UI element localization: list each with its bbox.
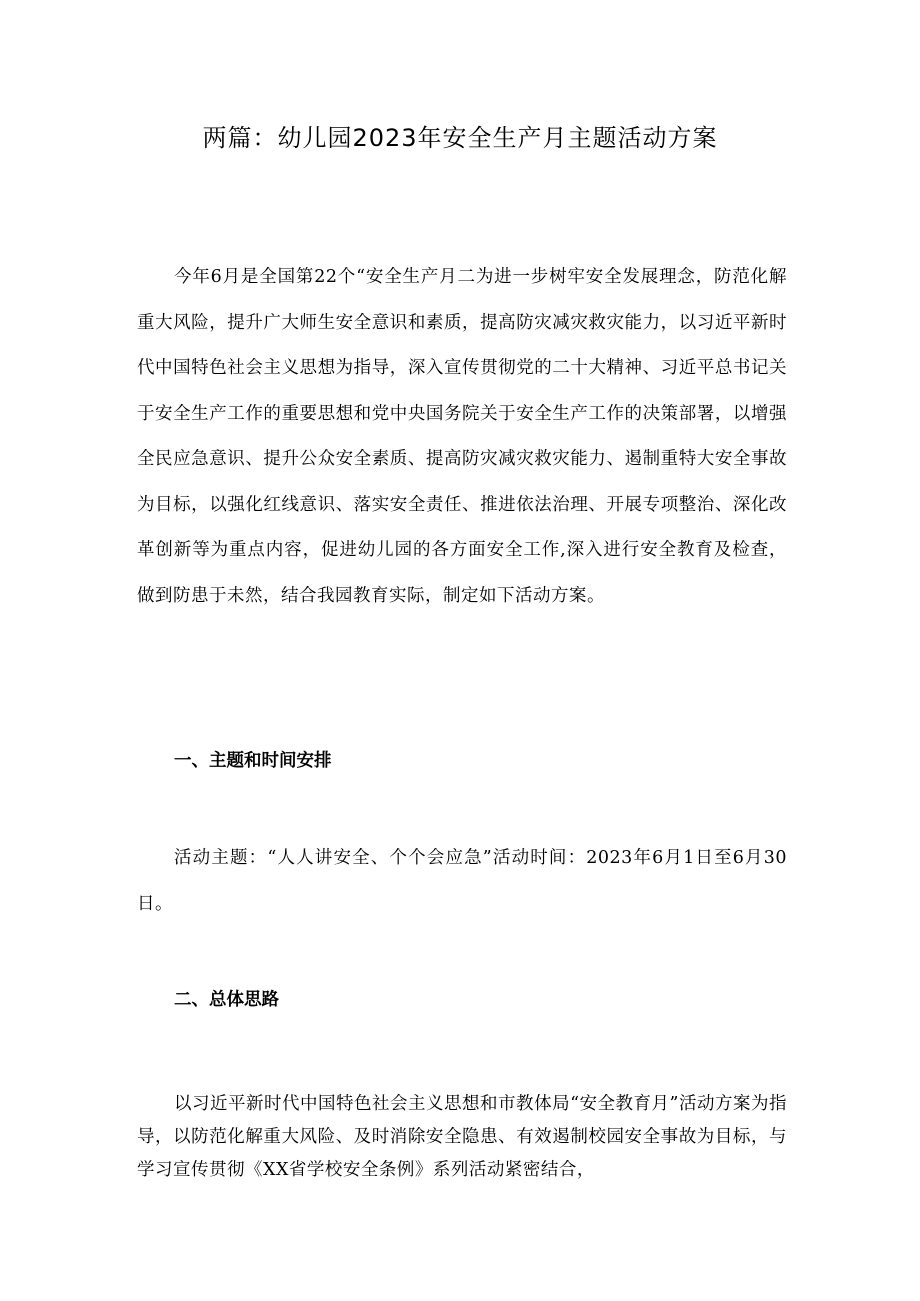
intro-paragraph: 今年6月是全国第22个“安全生产月二为进一步树牢安全发展理念，防范化解重大风险，提升广大师生安全意识和素质，提高防灾减灾救灾能力，以习近平新时代中国特色社会主义思想为指导，深入宣传贯彻党的二十大精神、习近平总书记关于安全生产工作的重要思想和党中央国务院关于安全生产工作的决策部署，以增强全民应急意识、提升公众安全素质、提高防灾减灾救灾能力、遏制重特大安全事故为目标，以强化红线意识、落实安全责任、推进依法治理、开展专项整治、深化改革创新等为重点内容，促进幼儿园的各方面安全工作,深入进行安全教育及检查，做到防患于未然，结合我园教育实际，制定如下活动方案。 xyxy=(137,267,787,606)
section-heading-overall-approach: 二、总体思路 xyxy=(174,990,279,1010)
section-heading-theme-schedule: 一、主题和时间安排 xyxy=(174,751,332,771)
section-paragraph-theme-schedule: 活动主题：“人人讲安全、个个会应急”活动时间：2023年6月1日至6月30日。 xyxy=(137,848,787,914)
section-paragraph-overall-approach: 以习近平新时代中国特色社会主义思想和市教体局“安全教育月”活动方案为指导，以防范化解重大风险、及时消除安全隐患、有效遏制校园安全事故为目标，与学习宣传贯彻《XX省学校安全条例》系列活动紧密结合， xyxy=(137,1094,787,1180)
document-title: 两篇：幼儿园2023年安全生产月主题活动方案 xyxy=(202,124,718,152)
